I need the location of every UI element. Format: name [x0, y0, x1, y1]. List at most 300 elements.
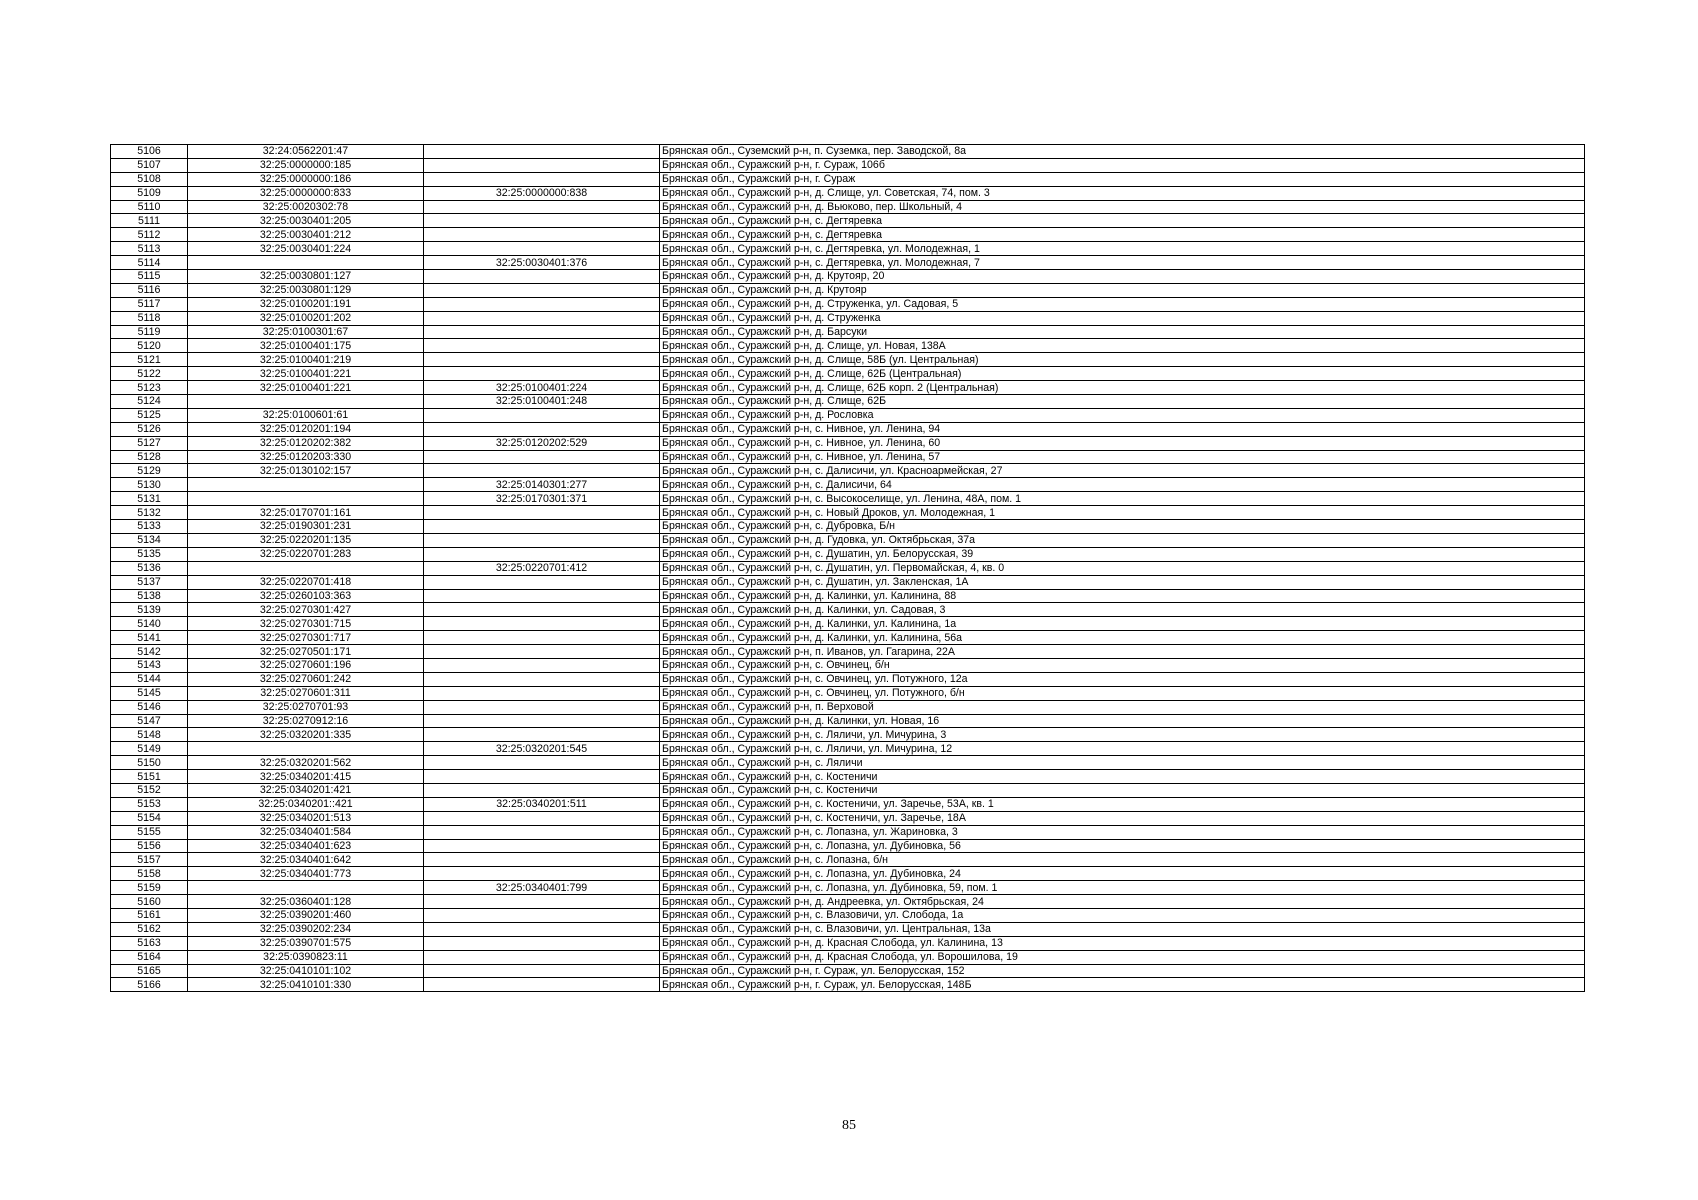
object-number-cell	[424, 339, 660, 353]
table-row	[111, 311, 1585, 325]
object-number-cell: 32:25:0030401:376	[424, 256, 660, 270]
cadastral-number-cell: 32:25:0130102:157	[188, 464, 424, 478]
row-number-cell: 5119	[111, 325, 188, 339]
object-number-cell	[424, 353, 660, 367]
row-number-cell: 5106	[111, 145, 188, 159]
address-cell: Брянская обл., Суражский р-н, с. Далисичи, 64	[660, 478, 1585, 492]
table-row	[111, 783, 1585, 797]
object-number-cell	[424, 950, 660, 964]
object-number-cell	[424, 686, 660, 700]
address-cell: Брянская обл., Суражский р-н, д. Красная Слобода, ул. Ворошилова, 19	[660, 950, 1585, 964]
table-row	[111, 256, 1585, 270]
row-number-cell: 5128	[111, 450, 188, 464]
object-number-cell	[424, 200, 660, 214]
row-number-cell: 5164	[111, 950, 188, 964]
address-cell: Брянская обл., Суражский р-н, с. Костеничи	[660, 783, 1585, 797]
table-row	[111, 214, 1585, 228]
table-row	[111, 853, 1585, 867]
cadastral-number-cell	[188, 561, 424, 575]
object-number-cell: 32:25:0170301:371	[424, 492, 660, 506]
table-row	[111, 547, 1585, 561]
object-number-cell	[424, 408, 660, 422]
cadastral-number-cell: 32:25:0270301:717	[188, 631, 424, 645]
cadastral-number-cell: 32:25:0100401:175	[188, 339, 424, 353]
cadastral-number-cell: 32:25:0100601:61	[188, 408, 424, 422]
address-cell: Брянская обл., Суражский р-н, д. Крутояр	[660, 283, 1585, 297]
table-row	[111, 297, 1585, 311]
cadastral-number-cell: 32:25:0340201:415	[188, 770, 424, 784]
cadastral-number-cell	[188, 881, 424, 895]
row-number-cell: 5134	[111, 533, 188, 547]
row-number-cell: 5107	[111, 158, 188, 172]
cadastral-number-cell	[188, 256, 424, 270]
object-number-cell	[424, 783, 660, 797]
cadastral-number-cell	[188, 492, 424, 506]
table-row	[111, 714, 1585, 728]
table-row	[111, 353, 1585, 367]
cadastral-number-cell: 32:25:0390201:460	[188, 908, 424, 922]
object-number-cell	[424, 575, 660, 589]
address-cell: Брянская обл., Суражский р-н, д. Калинки, ул. Калинина, 1а	[660, 617, 1585, 631]
address-cell: Брянская обл., Суражский р-н, д. Гудовка, ул. Октябрьская, 37а	[660, 533, 1585, 547]
row-number-cell: 5163	[111, 936, 188, 950]
address-cell: Брянская обл., Суражский р-н, д. Калинки, ул. Калинина, 56а	[660, 631, 1585, 645]
table-row	[111, 520, 1585, 534]
address-cell: Брянская обл., Суражский р-н, с. Влазовичи, ул. Слобода, 1а	[660, 908, 1585, 922]
object-number-cell	[424, 367, 660, 381]
cadastral-number-cell: 32:25:0030801:127	[188, 270, 424, 284]
row-number-cell: 5151	[111, 770, 188, 784]
object-number-cell	[424, 867, 660, 881]
cadastral-number-cell: 32:25:0000000:833	[188, 186, 424, 200]
address-cell: Брянская обл., Суражский р-н, г. Сураж, ул. Белорусская, 148Б	[660, 978, 1585, 992]
object-number-cell	[424, 672, 660, 686]
address-cell: Брянская обл., Суражский р-н, с. Овчинец, ул. Потужного, 12а	[660, 672, 1585, 686]
object-number-cell	[424, 770, 660, 784]
cadastral-number-cell: 32:25:0120202:382	[188, 436, 424, 450]
cadastral-number-cell: 32:25:0390202:234	[188, 922, 424, 936]
table-row	[111, 617, 1585, 631]
cadastral-number-cell: 32:25:0320201:562	[188, 756, 424, 770]
address-cell: Брянская обл., Суражский р-н, с. Влазовичи, ул. Центральная, 13а	[660, 922, 1585, 936]
cadastral-number-cell: 32:25:0270912:16	[188, 714, 424, 728]
address-cell: Брянская обл., Суражский р-н, д. Красная Слобода, ул. Калинина, 13	[660, 936, 1585, 950]
table-row	[111, 492, 1585, 506]
row-number-cell: 5161	[111, 908, 188, 922]
row-number-cell: 5111	[111, 214, 188, 228]
row-number-cell: 5122	[111, 367, 188, 381]
address-cell: Брянская обл., Суражский р-н, с. Нивное, ул. Ленина, 60	[660, 436, 1585, 450]
row-number-cell: 5144	[111, 672, 188, 686]
cadastral-number-cell: 32:25:0270501:171	[188, 645, 424, 659]
address-cell: Брянская обл., Суражский р-н, д. Слище, ул. Новая, 138А	[660, 339, 1585, 353]
table-row	[111, 700, 1585, 714]
row-number-cell: 5147	[111, 714, 188, 728]
row-number-cell: 5121	[111, 353, 188, 367]
cadastral-number-cell: 32:25:0020302:78	[188, 200, 424, 214]
object-number-cell	[424, 658, 660, 672]
row-number-cell: 5127	[111, 436, 188, 450]
cadastral-number-cell: 32:25:0390823:11	[188, 950, 424, 964]
cadastral-number-cell: 32:25:0100201:191	[188, 297, 424, 311]
address-cell: Брянская обл., Суражский р-н, с. Душатин, ул. Первомайская, 4, кв. 0	[660, 561, 1585, 575]
row-number-cell: 5156	[111, 839, 188, 853]
cadastral-number-cell: 32:25:0000000:185	[188, 158, 424, 172]
address-cell: Брянская обл., Суражский р-н, д. Калинки, ул. Калинина, 88	[660, 589, 1585, 603]
address-cell: Брянская обл., Суражский р-н, с. Дубровка, Б/н	[660, 520, 1585, 534]
cadastral-number-cell: 32:25:0340401:773	[188, 867, 424, 881]
cadastral-number-cell: 32:25:0390701:575	[188, 936, 424, 950]
row-number-cell: 5132	[111, 506, 188, 520]
cadastral-number-cell: 32:25:0100201:202	[188, 311, 424, 325]
property-register-table	[110, 144, 1585, 992]
object-number-cell	[424, 325, 660, 339]
row-number-cell: 5124	[111, 395, 188, 409]
row-number-cell: 5146	[111, 700, 188, 714]
cadastral-number-cell: 32:25:0220201:135	[188, 533, 424, 547]
cadastral-number-cell: 32:25:0340201::421	[188, 797, 424, 811]
cadastral-number-cell: 32:25:0340401:623	[188, 839, 424, 853]
table-row	[111, 631, 1585, 645]
row-number-cell: 5143	[111, 658, 188, 672]
address-cell: Брянская обл., Суражский р-н, с. Овчинец, ул. Потужного, б/н	[660, 686, 1585, 700]
row-number-cell: 5129	[111, 464, 188, 478]
row-number-cell: 5108	[111, 172, 188, 186]
row-number-cell: 5149	[111, 742, 188, 756]
cadastral-number-cell: 32:25:0260103:363	[188, 589, 424, 603]
object-number-cell	[424, 825, 660, 839]
object-number-cell	[424, 908, 660, 922]
object-number-cell	[424, 978, 660, 992]
table-row	[111, 950, 1585, 964]
row-number-cell: 5153	[111, 797, 188, 811]
row-number-cell: 5155	[111, 825, 188, 839]
table-row	[111, 658, 1585, 672]
object-number-cell: 32:25:0340201:511	[424, 797, 660, 811]
address-cell: Брянская обл., Суражский р-н, г. Сураж, 106б	[660, 158, 1585, 172]
row-number-cell: 5157	[111, 853, 188, 867]
cadastral-number-cell: 32:25:0030801:129	[188, 283, 424, 297]
object-number-cell	[424, 589, 660, 603]
table-row	[111, 575, 1585, 589]
object-number-cell	[424, 242, 660, 256]
cadastral-number-cell: 32:25:0270601:242	[188, 672, 424, 686]
address-cell: Брянская обл., Суражский р-н, д. Рословка	[660, 408, 1585, 422]
address-cell: Брянская обл., Суражский р-н, д. Калинки, ул. Садовая, 3	[660, 603, 1585, 617]
table-row	[111, 464, 1585, 478]
address-cell: Брянская обл., Суражский р-н, д. Слище, 62Б	[660, 395, 1585, 409]
address-cell: Брянская обл., Суражский р-н, с. Ляличи, ул. Мичурина, 12	[660, 742, 1585, 756]
address-cell: Брянская обл., Суражский р-н, с. Нивное, ул. Ленина, 94	[660, 422, 1585, 436]
row-number-cell: 5120	[111, 339, 188, 353]
cadastral-number-cell: 32:25:0340201:513	[188, 811, 424, 825]
table-row	[111, 645, 1585, 659]
cadastral-number-cell	[188, 478, 424, 492]
object-number-cell	[424, 172, 660, 186]
object-number-cell	[424, 839, 660, 853]
address-cell: Брянская обл., Суражский р-н, с. Душатин, ул. Белорусская, 39	[660, 547, 1585, 561]
cadastral-number-cell: 32:25:0100301:67	[188, 325, 424, 339]
row-number-cell: 5117	[111, 297, 188, 311]
object-number-cell	[424, 297, 660, 311]
address-cell: Брянская обл., Суражский р-н, с. Высокоселище, ул. Ленина, 48А, пом. 1	[660, 492, 1585, 506]
address-cell: Брянская обл., Суражский р-н, с. Дегтяревка, ул. Молодежная, 1	[660, 242, 1585, 256]
address-cell: Брянская обл., Суражский р-н, п. Иванов, ул. Гагарина, 22А	[660, 645, 1585, 659]
cadastral-number-cell: 32:25:0120203:330	[188, 450, 424, 464]
row-number-cell: 5118	[111, 311, 188, 325]
object-number-cell	[424, 506, 660, 520]
cadastral-number-cell: 32:25:0410101:102	[188, 964, 424, 978]
object-number-cell	[424, 450, 660, 464]
object-number-cell	[424, 283, 660, 297]
table-row	[111, 325, 1585, 339]
address-cell: Брянская обл., Суражский р-н, с. Душатин, ул. Закленская, 1А	[660, 575, 1585, 589]
cadastral-number-cell: 32:25:0270601:196	[188, 658, 424, 672]
table-row	[111, 797, 1585, 811]
row-number-cell: 5130	[111, 478, 188, 492]
table-row	[111, 686, 1585, 700]
table-row	[111, 172, 1585, 186]
table-row	[111, 422, 1585, 436]
object-number-cell	[424, 895, 660, 909]
cadastral-number-cell: 32:25:0270301:427	[188, 603, 424, 617]
table-row	[111, 283, 1585, 297]
object-number-cell	[424, 547, 660, 561]
address-cell: Брянская обл., Суражский р-н, с. Лопазна, ул. Жариновка, 3	[660, 825, 1585, 839]
table-row	[111, 895, 1585, 909]
object-number-cell	[424, 936, 660, 950]
object-number-cell: 32:25:0120202:529	[424, 436, 660, 450]
table-row	[111, 478, 1585, 492]
table-row	[111, 367, 1585, 381]
address-cell: Брянская обл., Суражский р-н, д. Слище, 62Б (Центральная)	[660, 367, 1585, 381]
cadastral-number-cell: 32:25:0220701:418	[188, 575, 424, 589]
row-number-cell: 5154	[111, 811, 188, 825]
row-number-cell: 5126	[111, 422, 188, 436]
address-cell: Брянская обл., Суражский р-н, д. Струженка	[660, 311, 1585, 325]
address-cell: Брянская обл., Суражский р-н, с. Лопазна, ул. Дубиновка, 24	[660, 867, 1585, 881]
row-number-cell: 5112	[111, 228, 188, 242]
table-row	[111, 908, 1585, 922]
address-cell: Брянская обл., Суражский р-н, д. Калинки, ул. Новая, 16	[660, 714, 1585, 728]
row-number-cell: 5139	[111, 603, 188, 617]
table-row	[111, 561, 1585, 575]
address-cell: Брянская обл., Суражский р-н, п. Верховой	[660, 700, 1585, 714]
cadastral-number-cell: 32:25:0120201:194	[188, 422, 424, 436]
address-cell: Брянская обл., Суражский р-н, с. Ляличи, ул. Мичурина, 3	[660, 728, 1585, 742]
object-number-cell	[424, 422, 660, 436]
table-row	[111, 922, 1585, 936]
row-number-cell: 5136	[111, 561, 188, 575]
object-number-cell	[424, 158, 660, 172]
row-number-cell: 5131	[111, 492, 188, 506]
cadastral-number-cell: 32:25:0360401:128	[188, 895, 424, 909]
row-number-cell: 5150	[111, 756, 188, 770]
table-row	[111, 533, 1585, 547]
object-number-cell	[424, 714, 660, 728]
object-number-cell	[424, 145, 660, 159]
table-row	[111, 881, 1585, 895]
table-row	[111, 408, 1585, 422]
object-number-cell	[424, 700, 660, 714]
object-number-cell	[424, 533, 660, 547]
row-number-cell: 5152	[111, 783, 188, 797]
table-row	[111, 200, 1585, 214]
row-number-cell: 5138	[111, 589, 188, 603]
address-cell: Брянская обл., Суражский р-н, д. Барсуки	[660, 325, 1585, 339]
address-cell: Брянская обл., Суражский р-н, д. Крутояр, 20	[660, 270, 1585, 284]
table-row	[111, 228, 1585, 242]
table-row	[111, 728, 1585, 742]
table-row	[111, 395, 1585, 409]
row-number-cell: 5166	[111, 978, 188, 992]
address-cell: Брянская обл., Суражский р-н, д. Струженка, ул. Садовая, 5	[660, 297, 1585, 311]
address-cell: Брянская обл., Суражский р-н, д. Андреевка, ул. Октябрьская, 24	[660, 895, 1585, 909]
address-cell: Брянская обл., Суражский р-н, д. Слище, 62Б корп. 2 (Центральная)	[660, 381, 1585, 395]
object-number-cell	[424, 464, 660, 478]
address-cell: Брянская обл., Суражский р-н, с. Лопазна, ул. Дубиновка, 56	[660, 839, 1585, 853]
table-row	[111, 506, 1585, 520]
address-cell: Брянская обл., Суражский р-н, г. Сураж, ул. Белорусская, 152	[660, 964, 1585, 978]
row-number-cell: 5159	[111, 881, 188, 895]
table-row	[111, 242, 1585, 256]
cadastral-number-cell: 32:25:0410101:330	[188, 978, 424, 992]
object-number-cell: 32:25:0340401:799	[424, 881, 660, 895]
object-number-cell	[424, 270, 660, 284]
cadastral-number-cell	[188, 742, 424, 756]
table-row	[111, 839, 1585, 853]
cadastral-number-cell: 32:25:0340401:584	[188, 825, 424, 839]
cadastral-number-cell: 32:25:0100401:219	[188, 353, 424, 367]
address-cell: Брянская обл., Суражский р-н, с. Дегтяревка	[660, 228, 1585, 242]
address-cell: Брянская обл., Суражский р-н, г. Сураж	[660, 172, 1585, 186]
address-cell: Брянская обл., Суражский р-н, д. Слище, ул. Советская, 74, пом. 3	[660, 186, 1585, 200]
cadastral-number-cell: 32:25:0270301:715	[188, 617, 424, 631]
table-row	[111, 811, 1585, 825]
object-number-cell	[424, 603, 660, 617]
address-cell: Брянская обл., Суражский р-н, с. Ляличи	[660, 756, 1585, 770]
address-cell: Брянская обл., Суражский р-н, с. Дегтяревка, ул. Молодежная, 7	[660, 256, 1585, 270]
address-cell: Брянская обл., Суражский р-н, д. Вьюково, пер. Школьный, 4	[660, 200, 1585, 214]
address-cell: Брянская обл., Суражский р-н, с. Нивное, ул. Ленина, 57	[660, 450, 1585, 464]
address-cell: Брянская обл., Суражский р-н, с. Костеничи, ул. Заречье, 18А	[660, 811, 1585, 825]
cadastral-number-cell	[188, 395, 424, 409]
object-number-cell	[424, 853, 660, 867]
row-number-cell: 5110	[111, 200, 188, 214]
object-number-cell	[424, 645, 660, 659]
row-number-cell: 5142	[111, 645, 188, 659]
table-row	[111, 978, 1585, 992]
table-row	[111, 742, 1585, 756]
address-cell: Брянская обл., Суражский р-н, с. Далисичи, ул. Красноармейская, 27	[660, 464, 1585, 478]
table-row	[111, 672, 1585, 686]
object-number-cell	[424, 520, 660, 534]
cadastral-number-cell: 32:25:0320201:335	[188, 728, 424, 742]
address-cell: Брянская обл., Суражский р-н, с. Костеничи, ул. Заречье, 53А, кв. 1	[660, 797, 1585, 811]
object-number-cell	[424, 214, 660, 228]
cadastral-number-cell: 32:25:0270601:311	[188, 686, 424, 700]
object-number-cell: 32:25:0320201:545	[424, 742, 660, 756]
address-cell: Брянская обл., Суражский р-н, с. Лопазна, б/н	[660, 853, 1585, 867]
table-row	[111, 825, 1585, 839]
address-cell: Брянская обл., Суражский р-н, с. Дегтяревка	[660, 214, 1585, 228]
cadastral-number-cell: 32:25:0030401:224	[188, 242, 424, 256]
table-row	[111, 381, 1585, 395]
address-cell: Брянская обл., Суражский р-н, с. Новый Дроков, ул. Молодежная, 1	[660, 506, 1585, 520]
cadastral-number-cell: 32:25:0030401:205	[188, 214, 424, 228]
table-row	[111, 589, 1585, 603]
table-row	[111, 450, 1585, 464]
row-number-cell: 5148	[111, 728, 188, 742]
cadastral-number-cell: 32:25:0100401:221	[188, 381, 424, 395]
row-number-cell: 5165	[111, 964, 188, 978]
cadastral-number-cell: 32:25:0220701:283	[188, 547, 424, 561]
cadastral-number-cell: 32:25:0170701:161	[188, 506, 424, 520]
object-number-cell	[424, 728, 660, 742]
row-number-cell: 5158	[111, 867, 188, 881]
cadastral-number-cell: 32:25:0270701:93	[188, 700, 424, 714]
table-row	[111, 964, 1585, 978]
table-row	[111, 186, 1585, 200]
address-cell: Брянская обл., Суземский р-н, п. Суземка, пер. Заводской, 8а	[660, 145, 1585, 159]
object-number-cell	[424, 617, 660, 631]
address-cell: Брянская обл., Суражский р-н, д. Слище, 58Б (ул. Центральная)	[660, 353, 1585, 367]
row-number-cell: 5123	[111, 381, 188, 395]
cadastral-number-cell: 32:25:0030401:212	[188, 228, 424, 242]
row-number-cell: 5133	[111, 520, 188, 534]
object-number-cell: 32:25:0140301:277	[424, 478, 660, 492]
register-table-body	[111, 145, 1585, 992]
row-number-cell: 5113	[111, 242, 188, 256]
row-number-cell: 5145	[111, 686, 188, 700]
cadastral-number-cell: 32:25:0000000:186	[188, 172, 424, 186]
cadastral-number-cell: 32:24:0562201:47	[188, 145, 424, 159]
object-number-cell: 32:25:0000000:838	[424, 186, 660, 200]
table-row	[111, 936, 1585, 950]
object-number-cell	[424, 964, 660, 978]
object-number-cell: 32:25:0220701:412	[424, 561, 660, 575]
row-number-cell: 5162	[111, 922, 188, 936]
table-row	[111, 158, 1585, 172]
table-row	[111, 436, 1585, 450]
object-number-cell	[424, 631, 660, 645]
table-row	[111, 867, 1585, 881]
page-number: 85	[842, 1118, 856, 1133]
row-number-cell: 5135	[111, 547, 188, 561]
object-number-cell: 32:25:0100401:248	[424, 395, 660, 409]
table-row	[111, 145, 1585, 159]
table-row	[111, 756, 1585, 770]
row-number-cell: 5137	[111, 575, 188, 589]
row-number-cell: 5140	[111, 617, 188, 631]
address-cell: Брянская обл., Суражский р-н, с. Овчинец, б/н	[660, 658, 1585, 672]
object-number-cell	[424, 228, 660, 242]
object-number-cell	[424, 811, 660, 825]
cadastral-number-cell: 32:25:0340201:421	[188, 783, 424, 797]
object-number-cell	[424, 311, 660, 325]
row-number-cell: 5141	[111, 631, 188, 645]
row-number-cell: 5125	[111, 408, 188, 422]
address-cell: Брянская обл., Суражский р-н, с. Костеничи	[660, 770, 1585, 784]
row-number-cell: 5114	[111, 256, 188, 270]
row-number-cell: 5115	[111, 270, 188, 284]
row-number-cell: 5116	[111, 283, 188, 297]
object-number-cell	[424, 922, 660, 936]
cadastral-number-cell: 32:25:0190301:231	[188, 520, 424, 534]
cadastral-number-cell: 32:25:0100401:221	[188, 367, 424, 381]
cadastral-number-cell: 32:25:0340401:642	[188, 853, 424, 867]
table-row	[111, 603, 1585, 617]
